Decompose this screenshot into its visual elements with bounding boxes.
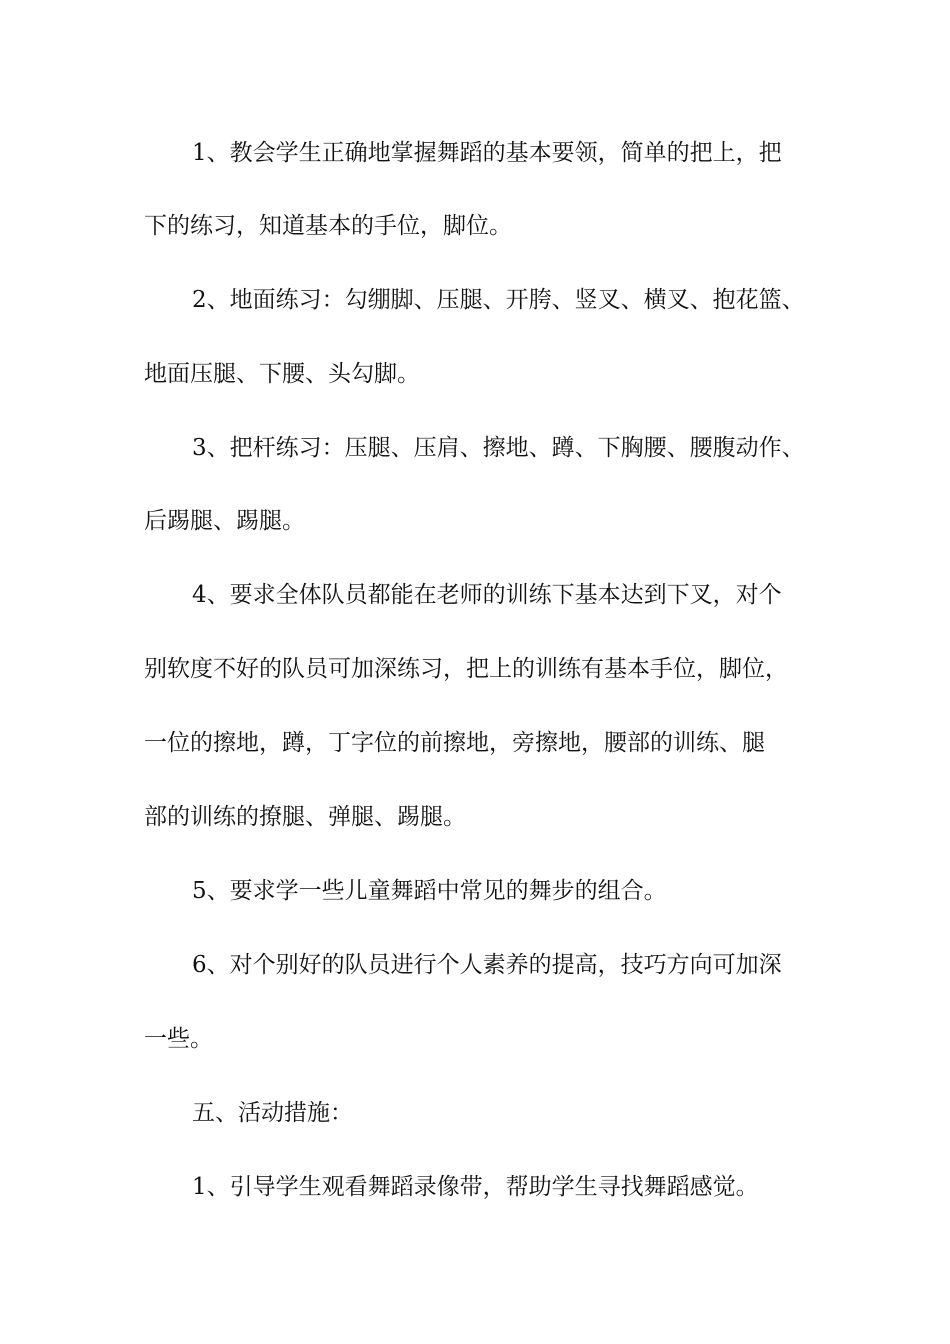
paragraph-4-line-1: 4、要求全体队员都能在老师的训练下基本达到下叉，对个 xyxy=(192,582,782,608)
paragraph-6-line-2: 一些。 xyxy=(144,1026,213,1052)
paragraph-3-line-1: 3、把杆练习：压腿、压肩、擦地、蹲、下胸腰、腰腹动作、 xyxy=(192,435,805,461)
paragraph-2-line-1: 2、地面练习：勾绷脚、压腿、开胯、竖叉、横叉、抱花篮、 xyxy=(192,287,805,313)
paragraph-5-line-1: 5、要求学一些儿童舞蹈中常见的舞步的组合。 xyxy=(192,878,667,904)
paragraph-2-line-2: 地面压腿、下腰、头勾脚。 xyxy=(144,361,420,387)
paragraph-4-line-4: 部的训练的撩腿、弹腿、踢腿。 xyxy=(144,804,466,830)
paragraph-7-line-1: 1、引导学生观看舞蹈录像带，帮助学生寻找舞蹈感觉。 xyxy=(192,1174,759,1200)
paragraph-4-line-2: 别软度不好的队员可加深练习，把上的训练有基本手位，脚位， xyxy=(144,656,788,682)
paragraph-1-line-1: 1、教会学生正确地掌握舞蹈的基本要领，简单的把上，把 xyxy=(192,140,782,166)
paragraph-3-line-2: 后踢腿、踢腿。 xyxy=(144,508,305,534)
paragraph-1-line-2: 下的练习，知道基本的手位，脚位。 xyxy=(144,213,512,239)
paragraph-4-line-3: 一位的擦地，蹲，丁字位的前擦地，旁擦地，腰部的训练、腿 xyxy=(144,730,765,756)
paragraph-6-line-1: 6、对个别好的队员进行个人素养的提高，技巧方向可加深 xyxy=(192,952,782,978)
section-heading-activity-measures: 五、活动措施： xyxy=(192,1100,353,1126)
